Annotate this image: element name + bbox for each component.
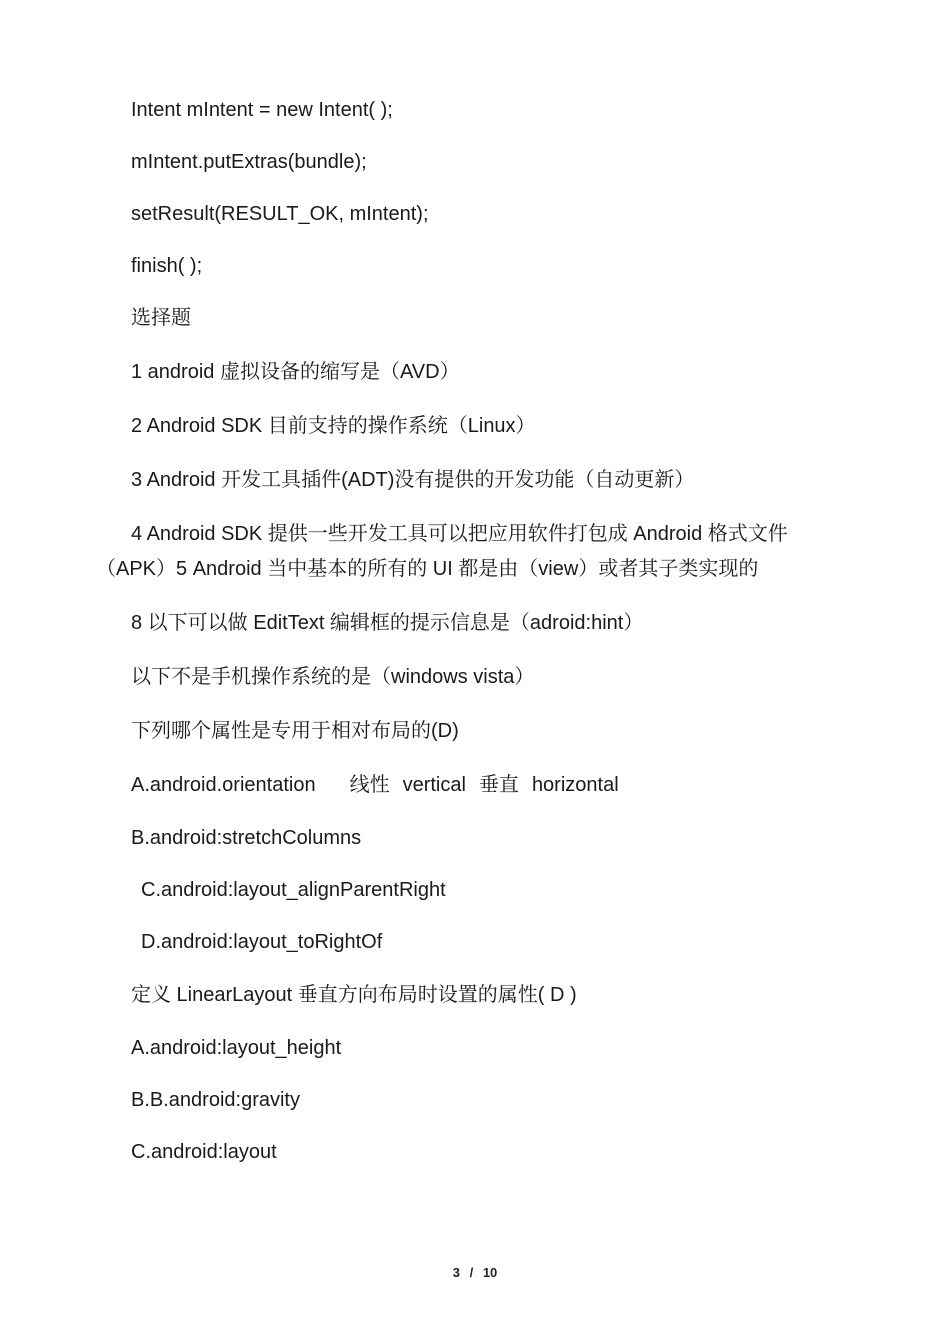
question-os: 以下不是手机操作系统的是（windows vista）: [131, 666, 535, 688]
option-b-gravity: B.B.android:gravity: [131, 1089, 300, 1111]
section-heading: 选择题: [131, 307, 191, 329]
page-number: [0, 1265, 950, 1280]
question-linearlayout: 定义 LinearLayout 垂直方向布局时设置的属性( D ): [131, 984, 577, 1006]
note-linear: 线性: [349, 774, 390, 796]
option-d-torightof: D.android:layout_toRightOf: [141, 931, 383, 953]
question-2: 2 Android SDK 目前支持的操作系统（Linux）: [131, 415, 536, 437]
option-a-layout-height: A.android:layout_height: [131, 1037, 342, 1059]
option-a-text: A.android.orientation: [131, 774, 316, 796]
page-separator: /: [469, 1265, 474, 1280]
question-relative-layout: 下列哪个属性是专用于相对布局的(D): [131, 720, 459, 742]
note-vertical-cn: 垂直: [478, 774, 519, 796]
question-8: 8 以下可以做 EditText 编辑框的提示信息是（adroid:hint）: [131, 612, 644, 634]
option-b-stretchcolumns: B.android:stretchColumns: [131, 827, 362, 849]
question-1: 1 android 虚拟设备的缩写是（AVD）: [131, 361, 460, 383]
code-line-finish: finish( );: [131, 255, 203, 277]
option-c-alignparentright: C.android:layout_alignParentRight: [141, 879, 446, 901]
code-line-setresult: setResult(RESULT_OK, mIntent);: [131, 203, 429, 225]
code-line-putextras: mIntent.putExtras(bundle);: [131, 151, 367, 173]
note-horizontal: horizontal: [531, 774, 619, 796]
question-4-continued: （APK）5 Android 当中基本的所有的 UI 都是由（view）或者其子类实现的: [96, 558, 759, 580]
option-a-orientation: [131, 772, 619, 798]
code-line-intent: Intent mIntent = new Intent( );: [131, 99, 393, 121]
page-total: 10: [482, 1265, 498, 1280]
page-current: 3: [452, 1265, 460, 1280]
question-3: 3 Android 开发工具插件(ADT)没有提供的开发功能（自动更新）: [131, 469, 695, 491]
note-vertical: vertical: [402, 774, 466, 796]
question-4: 4 Android SDK 提供一些开发工具可以把应用软件打包成 Android 格式文件: [131, 523, 788, 545]
option-c-layout: C.android:layout: [131, 1141, 277, 1163]
